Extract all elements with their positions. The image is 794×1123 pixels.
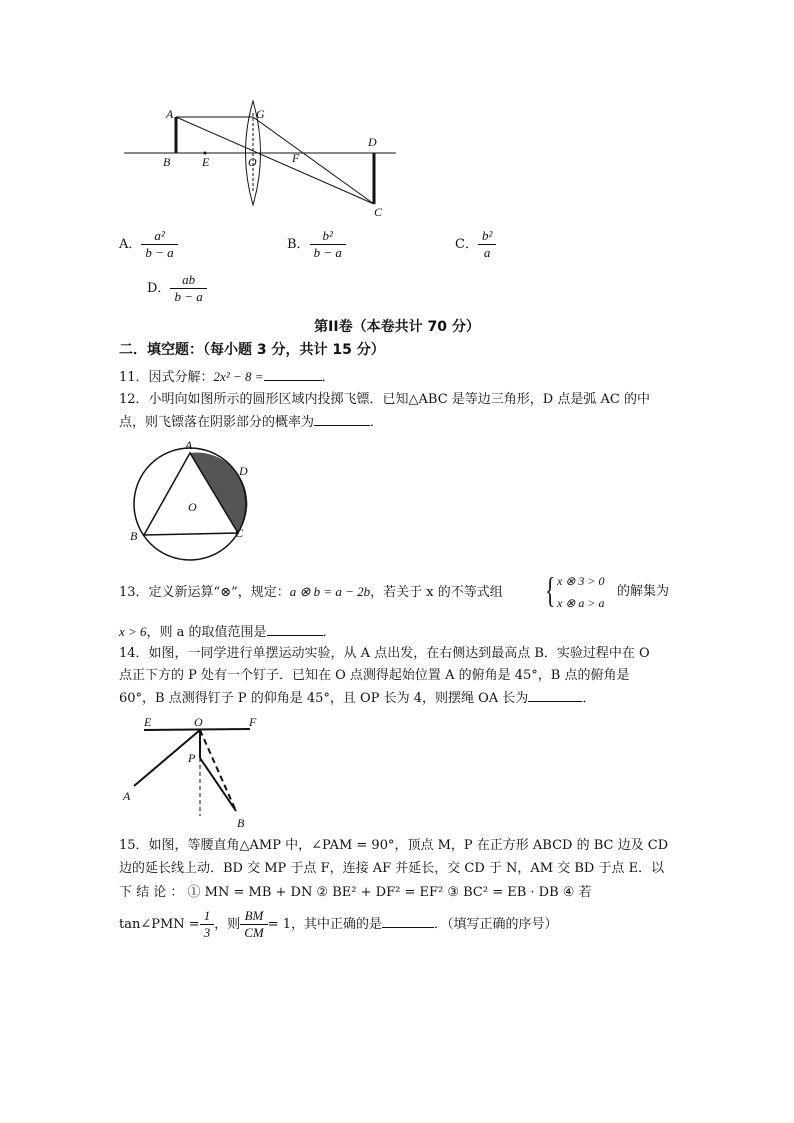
option-c[interactable]	[455, 228, 496, 261]
option-a-num: a²	[141, 228, 177, 245]
q12-line2-prefix: 点，则飞镖落在阴影部分的概率为	[119, 415, 315, 430]
q14-answer-blank[interactable]	[528, 688, 582, 702]
q15-tan: tan∠PMN =	[119, 917, 200, 932]
q12-answer-blank[interactable]	[314, 412, 370, 426]
q15-frac2-num: BM	[240, 908, 268, 925]
question-11	[119, 367, 335, 388]
label-d: D	[239, 464, 248, 478]
q15-mid2: = 1，其中正确的是	[267, 917, 383, 932]
label-f: F	[292, 151, 300, 165]
q11-answer-blank[interactable]	[264, 367, 322, 381]
label-o: O	[194, 715, 203, 729]
option-a[interactable]	[119, 228, 178, 261]
q11-expr: 2x² − 8 =	[213, 369, 264, 384]
lens-figure	[118, 98, 408, 223]
pendulum-figure	[118, 712, 268, 832]
label-p: P	[188, 751, 196, 765]
q13-mid: ，若关于 x 的不等式组	[370, 585, 503, 600]
q13-line2-end: ．	[322, 625, 336, 640]
q13-answer-blank[interactable]	[267, 622, 323, 636]
q13-ineq2: x ⊗ a > a	[557, 596, 605, 610]
ceiling-ef	[144, 729, 250, 730]
q13-suffix: 的解集为	[617, 584, 670, 599]
q15-mid: ，则	[214, 917, 241, 932]
label-a: A	[185, 438, 193, 452]
label-b: B	[130, 529, 138, 543]
q13-definition: a ⊗ b = a − 2b	[289, 584, 371, 599]
q11-prefix: 11．因式分解：	[119, 370, 214, 385]
label-c: C	[374, 205, 383, 219]
question-14-line2: 点正下方的 P 处有一个钉子．已知在 O 点测得起始位置 A 的俯角是 45°，B 点的俯角是	[119, 668, 630, 683]
question-12-line1: 12．小明向如图所示的圆形区域内投掷飞镖．已知△ABC 是等边三角形，D 点是弧 AC 的中	[119, 392, 650, 407]
label-b: B	[163, 155, 171, 169]
label-o: O	[248, 155, 257, 169]
q15-answer-blank[interactable]	[382, 914, 434, 928]
q13-ineq1: x ⊗ 3 > 0	[557, 574, 605, 588]
q15-suffix: ．（填写正确的序号）	[434, 917, 558, 932]
label-a: A	[166, 107, 174, 121]
part2-title: 第II卷（本卷共计 70 分）	[314, 319, 480, 335]
option-b[interactable]	[287, 228, 346, 261]
q13-brace: {	[545, 570, 556, 610]
option-b-den: b − a	[313, 245, 342, 260]
q14-line3-prefix: 60°，B 点测得钉子 P 的仰角是 45°，且 OP 长为 4，则摆绳 OA 长为	[119, 691, 529, 706]
dashed-ob	[200, 730, 236, 811]
q15-frac1-den: 3	[203, 925, 211, 940]
option-d-den: b − a	[174, 289, 203, 304]
circle-figure	[126, 436, 256, 566]
question-15-line2: 边的延长线上动．BD 交 MP 于点 F，连接 AF 并延长，交 CD 于 N，AM 交 BD 于点 E．以	[119, 861, 665, 876]
ray-gc	[253, 117, 374, 204]
option-c-label: C．	[455, 237, 478, 252]
question-15-line1: 15．如图，等腰直角△AMP 中，∠PAM = 90°，顶点 M，P 在正方形 ABCD 的 BC 边及 CD	[119, 838, 669, 853]
option-c-num: b²	[478, 228, 496, 245]
question-13-line2	[119, 622, 336, 643]
question-14-line3	[119, 688, 595, 709]
question-15-line4	[119, 908, 558, 942]
label-a: A	[123, 789, 131, 803]
q13-inequality-system	[545, 570, 604, 614]
option-b-num: b²	[310, 228, 346, 245]
question-15-line3: 下 结 论 ： ① MN = MB + DN ② BE² + DF² = EF² ③ BC² = EB · DB ④ 若	[119, 885, 592, 900]
label-b: B	[237, 816, 245, 830]
q15-frac2-den: CM	[244, 925, 264, 940]
option-a-label: A．	[119, 237, 142, 252]
question-13-line1	[119, 582, 503, 603]
option-a-den: b − a	[145, 245, 174, 260]
q15-frac1-num: 1	[200, 908, 215, 925]
section2-title: 二．填空题：（每小题 3 分，共计 15 分）	[119, 342, 385, 358]
label-d: D	[368, 135, 377, 149]
label-f: F	[249, 715, 257, 729]
label-e: E	[144, 715, 152, 729]
q13-solution-set: x > 6	[119, 624, 147, 639]
option-b-label: B．	[287, 237, 310, 252]
option-d-num: ab	[170, 272, 206, 289]
question-14-line1: 14．如图，一同学进行单摆运动实验，从 A 点出发，在右侧达到最高点 B．实验过程中在 O	[119, 646, 650, 661]
label-c: C	[235, 526, 244, 540]
q11-suffix: ．	[321, 370, 335, 385]
option-c-den: a	[483, 245, 491, 260]
rope-pb	[200, 758, 236, 811]
label-o: O	[188, 500, 197, 514]
label-g: G	[256, 107, 265, 121]
question-12-line2	[119, 412, 383, 433]
option-d-label: D．	[147, 281, 171, 296]
label-e: E	[202, 155, 210, 169]
q12-suffix: ．	[370, 415, 384, 430]
q13-line2-mid: ，则 a 的取值范围是	[146, 625, 267, 640]
q13-prefix: 13．定义新运算“⊗”，规定：	[119, 585, 290, 600]
option-d[interactable]	[147, 272, 207, 305]
q14-line3-suffix: ．	[582, 691, 596, 706]
